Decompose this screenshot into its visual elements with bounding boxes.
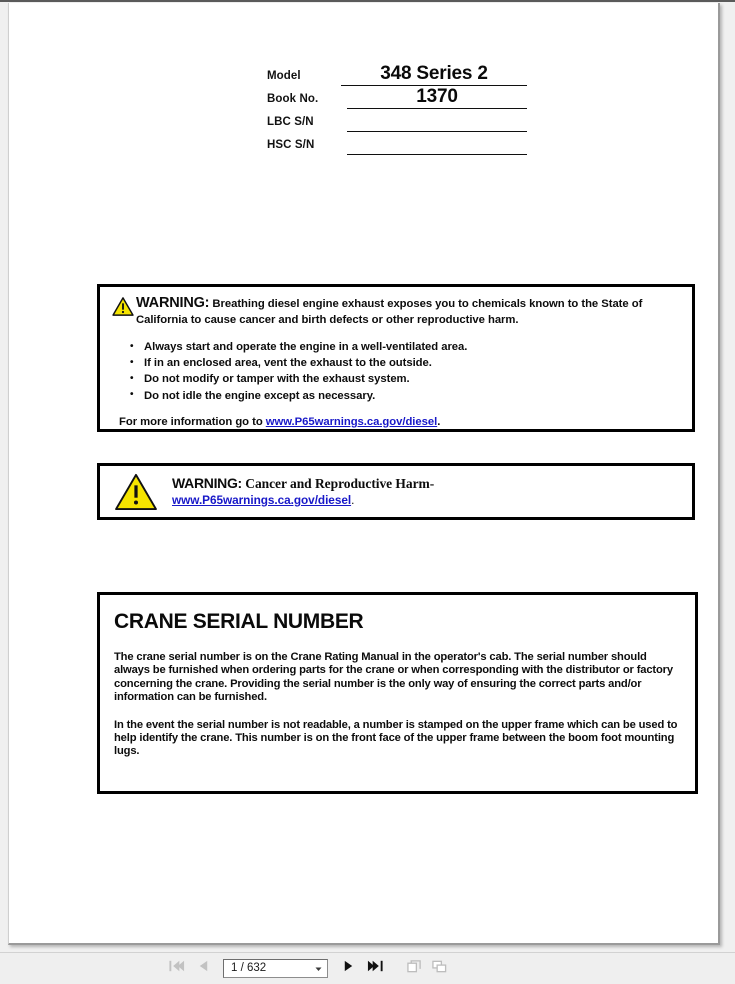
single-page-view-icon	[407, 959, 422, 979]
model-identification-block	[267, 63, 527, 155]
viewer-top-divider	[0, 0, 735, 2]
model-label: Model	[267, 70, 301, 82]
two-page-view-button[interactable]	[428, 958, 450, 980]
viewer-bottom-toolbar	[0, 952, 735, 984]
more-information-prefix: For more information go to	[119, 415, 266, 428]
cancer-warning-row	[110, 472, 682, 511]
last-page-icon	[367, 959, 384, 978]
warning-bullet-list	[112, 339, 678, 404]
cancer-link-suffix: .	[351, 493, 355, 507]
document-page-container	[8, 3, 720, 945]
warning-body-text: Breathing diesel engine exhaust exposes you to chemicals known to the State of California to cause cancer and birth defects or other reproductive harm.	[136, 298, 643, 326]
previous-page-button[interactable]	[192, 958, 214, 980]
page-number-field[interactable]	[223, 959, 328, 978]
p65-warnings-link[interactable]: www.P65warnings.ca.gov/diesel	[265, 415, 438, 428]
list-item: • Do not modify or tamper with the exhaust system.	[112, 371, 678, 387]
warning-heading-row	[112, 296, 678, 328]
book-no-value: 1370	[416, 86, 458, 107]
model-value: 348 Series 2	[380, 63, 488, 84]
first-page-button[interactable]	[163, 958, 189, 980]
two-page-view-icon	[432, 959, 447, 979]
list-item: • Always start and operate the engine in a well-ventilated area.	[112, 339, 678, 355]
toolbar-controls	[0, 953, 735, 984]
model-fill-line	[341, 63, 527, 86]
crane-serial-paragraph-1: The crane serial number is on the Crane Rating Manual in the operator's cab. The serial number should always be furnished when ordering parts for the crane or when corresponding with the distributor or factory concerning the crane. Providing the serial number is the only way of ensuring the correct parts and/or information can be furnished.	[114, 651, 673, 704]
warning-triangle-icon	[114, 473, 158, 511]
previous-page-icon	[197, 959, 210, 978]
book-no-fill-line	[347, 86, 527, 109]
next-page-icon	[342, 959, 355, 978]
model-row	[267, 63, 527, 86]
first-page-icon	[168, 959, 185, 978]
last-page-button[interactable]	[362, 958, 388, 980]
page-number-input[interactable]: 1 / 632	[231, 962, 267, 974]
single-page-view-button[interactable]	[403, 958, 425, 980]
p65-warnings-link[interactable]: www.P65warnings.ca.gov/diesel	[172, 493, 352, 507]
diesel-exhaust-warning-box	[97, 284, 695, 432]
list-item: • If in an enclosed area, vent the exhaust to the outside.	[112, 355, 678, 371]
crane-serial-number-box	[97, 592, 698, 794]
crane-serial-paragraph-2: In the event the serial number is not readable, a number is stamped on the upper frame which can be used to help identify the crane. This number is on the front face of the upper frame between the boom foot mounting lugs.	[114, 718, 678, 758]
warning-heading-text	[136, 296, 678, 328]
hsc-sn-label: HSC S/N	[267, 139, 315, 151]
book-no-label: Book No.	[267, 93, 319, 105]
hsc-sn-fill-line	[347, 132, 527, 155]
warning-triangle-icon	[112, 297, 134, 316]
lbc-sn-fill-line	[347, 109, 527, 132]
warning-word: WARNING:	[136, 295, 210, 311]
lbc-sn-row	[267, 109, 527, 132]
document-page	[9, 3, 718, 941]
list-item: • Do not idle the engine except as necessary.	[112, 388, 678, 404]
page-title: CRANE SERIAL NUMBER	[114, 610, 364, 633]
cancer-warning-text	[172, 475, 434, 509]
hsc-sn-row	[267, 132, 527, 155]
lbc-sn-label: LBC S/N	[267, 116, 314, 128]
book-no-row	[267, 86, 527, 109]
chevron-down-icon[interactable]	[310, 960, 327, 977]
more-information-line	[112, 416, 678, 428]
warning-word: WARNING:	[172, 474, 242, 491]
next-page-button[interactable]	[337, 958, 359, 980]
cancer-warning-box	[97, 463, 695, 520]
cancer-warning-body: Cancer and Reproductive Harm-	[241, 475, 435, 491]
more-information-suffix: .	[437, 415, 441, 428]
